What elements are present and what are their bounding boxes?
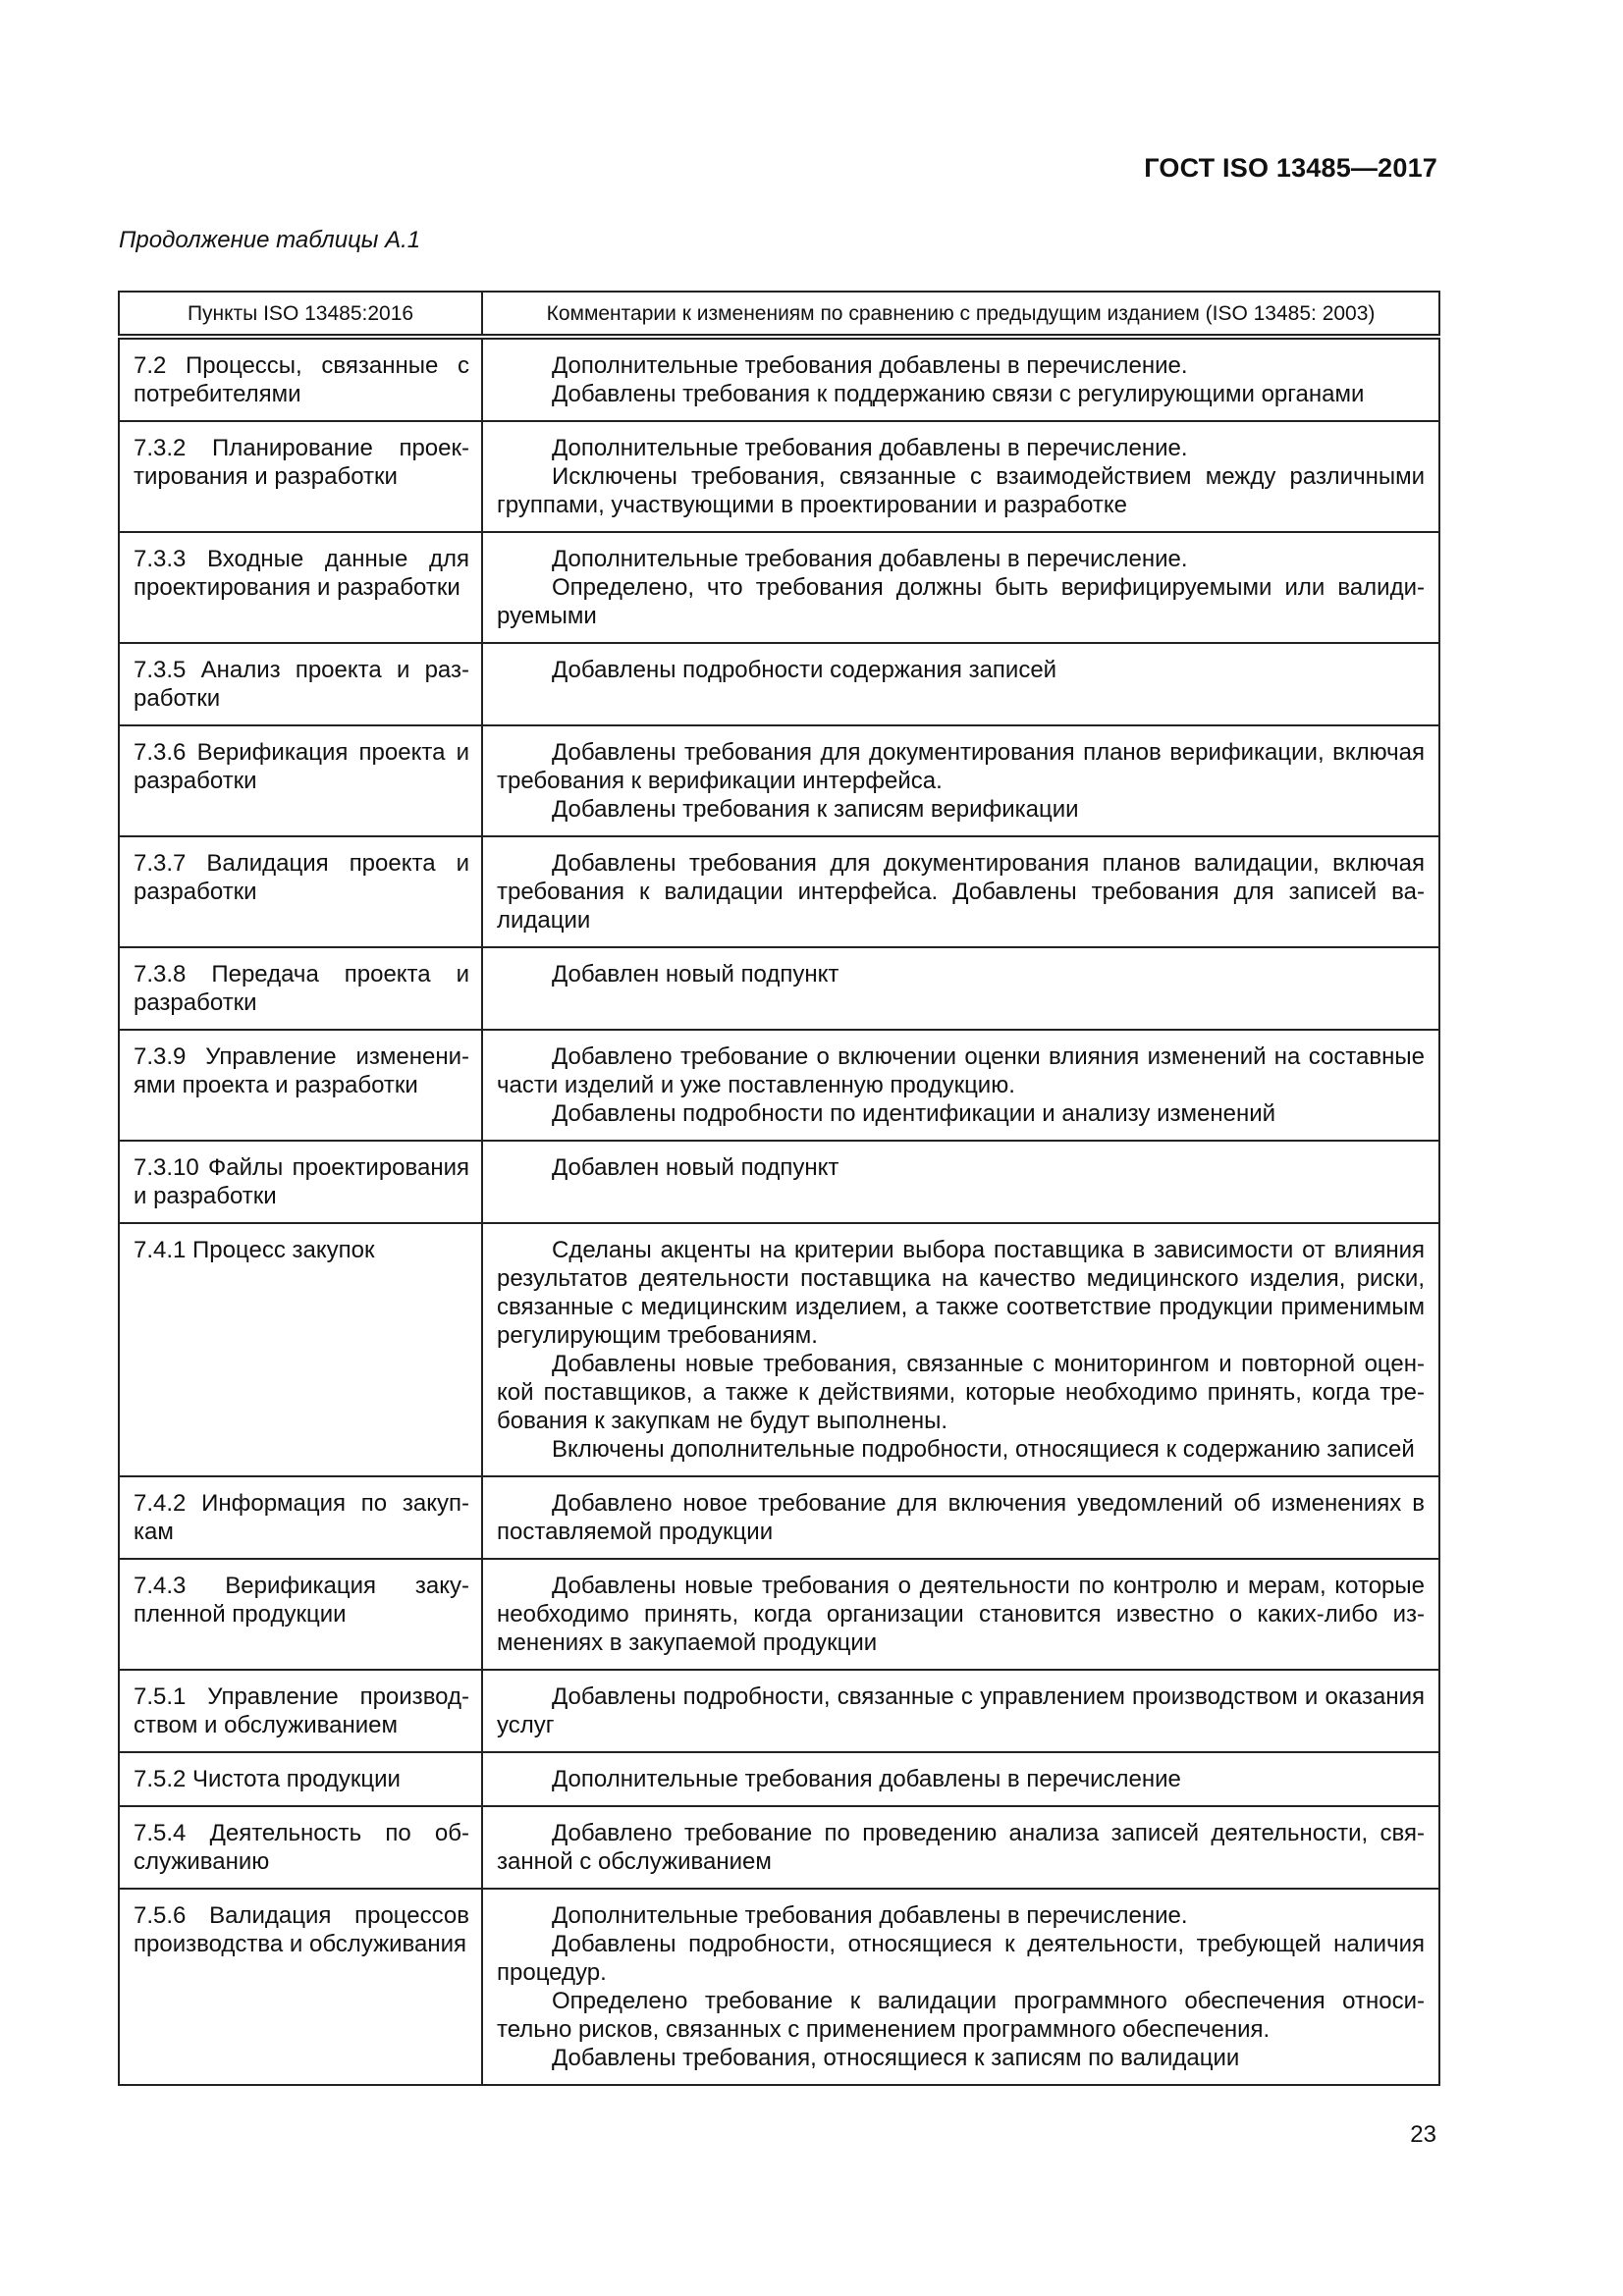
comment-paragraph: Добавлен новый подпункт <box>552 1154 839 1181</box>
clause-cell: 7.3.6 Верификация проекта и разработки <box>119 725 482 836</box>
clause-cell: 7.2 Процессы, связанные с потребителями <box>119 337 482 421</box>
comment-cell <box>482 1141 1439 1223</box>
comment-paragraph: Добавлено требование по проведению анализа записей деятельности, связанной с обслуживанием <box>497 1820 1425 1875</box>
table-row <box>119 725 1439 836</box>
comment-paragraph: Сделаны акценты на критерии выбора поставщика в зависимости от влияния результатов деятельности поставщика на качество медицинского изделия, риски, связанные с медицинским изделием, а также соответствие продукции применимым регулирующим требованиям. <box>497 1237 1425 1349</box>
table-row <box>119 1806 1439 1889</box>
table-row <box>119 1476 1439 1559</box>
comment-paragraph: Добавлено требование о включении оценки влияния изменений на составные части изделий и уже поставленную продукцию. <box>497 1043 1425 1098</box>
clause-cell: 7.3.10 Файлы проектирования и разработки <box>119 1141 482 1223</box>
column-header-comments: Комментарии к изменениям по сравнению с предыдущим изданием (ISO 13485: 2003) <box>482 292 1439 337</box>
table-row <box>119 1889 1439 2085</box>
table-header-row <box>119 292 1439 337</box>
comment-cell <box>482 532 1439 643</box>
comment-cell <box>482 1223 1439 1476</box>
comment-paragraph: Добавлены подробности по идентификации и анализу изменений <box>552 1100 1276 1127</box>
table-row <box>119 947 1439 1030</box>
comment-cell <box>482 1806 1439 1889</box>
table-row <box>119 1752 1439 1806</box>
comment-paragraph: Добавлены новые требования, связанные с мониторингом и повторной оценкой поставщиков, а также к действиями, которые необходимо принять, когда требования к закупкам не будут выполнены. <box>497 1351 1425 1434</box>
table-header <box>119 292 1439 337</box>
table-row <box>119 1670 1439 1752</box>
comment-cell <box>482 337 1439 421</box>
comment-cell <box>482 1752 1439 1806</box>
comment-cell <box>482 1670 1439 1752</box>
comment-paragraph: Дополнительные требования добавлены в перечисление. <box>552 546 1188 572</box>
column-header-clauses: Пункты ISO 13485:2016 <box>119 292 482 337</box>
page-number: 23 <box>1410 2121 1436 2148</box>
comment-paragraph: Добавлены требования, относящиеся к записям по валидации <box>552 2045 1240 2071</box>
comment-paragraph: Добавлены требования к записям верификации <box>552 796 1079 823</box>
comment-paragraph: Добавлены подробности, относящиеся к деятельности, требующей наличия процедур. <box>497 1931 1425 1986</box>
comment-paragraph: Дополнительные требования добавлены в перечисление <box>552 1766 1181 1792</box>
table-body <box>119 337 1439 2085</box>
comment-paragraph: Исключены требования, связанные с взаимодействием между различными группами, участвующими в проектировании и разработке <box>497 463 1425 518</box>
clause-cell: 7.3.9 Управление изменениями проекта и разработки <box>119 1030 482 1141</box>
comment-paragraph: Дополнительные требования добавлены в перечисление. <box>552 352 1188 379</box>
table-caption: Продолжение таблицы А.1 <box>119 227 421 253</box>
clause-cell: 7.5.1 Управление производством и обслуживанием <box>119 1670 482 1752</box>
table-row <box>119 1223 1439 1476</box>
comment-paragraph: Добавлены требования для документирования планов валидации, включая требования к валидации интерфейса. Добавлены требования для записей валидации <box>497 850 1425 934</box>
clause-cell: 7.4.3 Верификация закупленной продукции <box>119 1559 482 1670</box>
comment-paragraph: Добавлены требования к поддержанию связи с регулирующими органами <box>552 381 1365 407</box>
clause-cell: 7.5.4 Деятельность по обслуживанию <box>119 1806 482 1889</box>
comment-cell <box>482 421 1439 532</box>
comment-paragraph: Определено, что требования должны быть верифицируемыми или валидируемыми <box>497 574 1425 629</box>
comment-cell <box>482 1559 1439 1670</box>
clause-cell: 7.3.5 Анализ проекта и разработки <box>119 643 482 725</box>
table-row <box>119 532 1439 643</box>
clause-cell: 7.3.2 Планирование проектирования и разработки <box>119 421 482 532</box>
table-row <box>119 1141 1439 1223</box>
comment-paragraph: Добавлены подробности, связанные с управлением производством и оказания услуг <box>497 1683 1425 1738</box>
clause-cell: 7.3.7 Валидация проекта и разработки <box>119 836 482 947</box>
table-row <box>119 421 1439 532</box>
table-row <box>119 1559 1439 1670</box>
comment-cell <box>482 725 1439 836</box>
table-row <box>119 337 1439 421</box>
comment-paragraph: Добавлено новое требование для включения уведомлений об изменениях в поставляемой продукции <box>497 1490 1425 1545</box>
comment-paragraph: Добавлен новый подпункт <box>552 961 839 988</box>
document-header-title: ГОСТ ISO 13485—2017 <box>1144 153 1437 183</box>
comment-cell <box>482 836 1439 947</box>
clause-cell: 7.3.3 Входные данные для проектирования и разработки <box>119 532 482 643</box>
clause-cell: 7.5.6 Валидация процессов производства и обслуживания <box>119 1889 482 2085</box>
clause-cell: 7.5.2 Чистота продукции <box>119 1752 482 1806</box>
comment-paragraph: Включены дополнительные подробности, относящиеся к содержанию записей <box>552 1436 1415 1463</box>
comment-cell <box>482 1030 1439 1141</box>
changes-table <box>118 291 1440 2086</box>
comment-paragraph: Дополнительные требования добавлены в перечисление. <box>552 1902 1188 1929</box>
comment-paragraph: Добавлены подробности содержания записей <box>552 657 1057 683</box>
comment-cell <box>482 1476 1439 1559</box>
comment-paragraph: Добавлены новые требования о деятельности по контролю и мерам, которые необходимо принять, когда организации становится известно о каких-либо изменениях в закупаемой продукции <box>497 1573 1425 1656</box>
comment-cell <box>482 643 1439 725</box>
comment-cell <box>482 947 1439 1030</box>
comment-paragraph: Определено требование к валидации программного обеспечения относительно рисков, связанных с применением программного обеспечения. <box>497 1988 1425 2043</box>
comment-paragraph: Добавлены требования для документирования планов верификации, включая требования к верификации интерфейса. <box>497 739 1425 794</box>
clause-cell: 7.4.2 Информация по закупкам <box>119 1476 482 1559</box>
comment-paragraph: Дополнительные требования добавлены в перечисление. <box>552 435 1188 461</box>
comment-cell <box>482 1889 1439 2085</box>
table-row <box>119 643 1439 725</box>
clause-cell: 7.4.1 Процесс закупок <box>119 1223 482 1476</box>
clause-cell: 7.3.8 Передача проекта и разработки <box>119 947 482 1030</box>
table-row <box>119 836 1439 947</box>
table-row <box>119 1030 1439 1141</box>
